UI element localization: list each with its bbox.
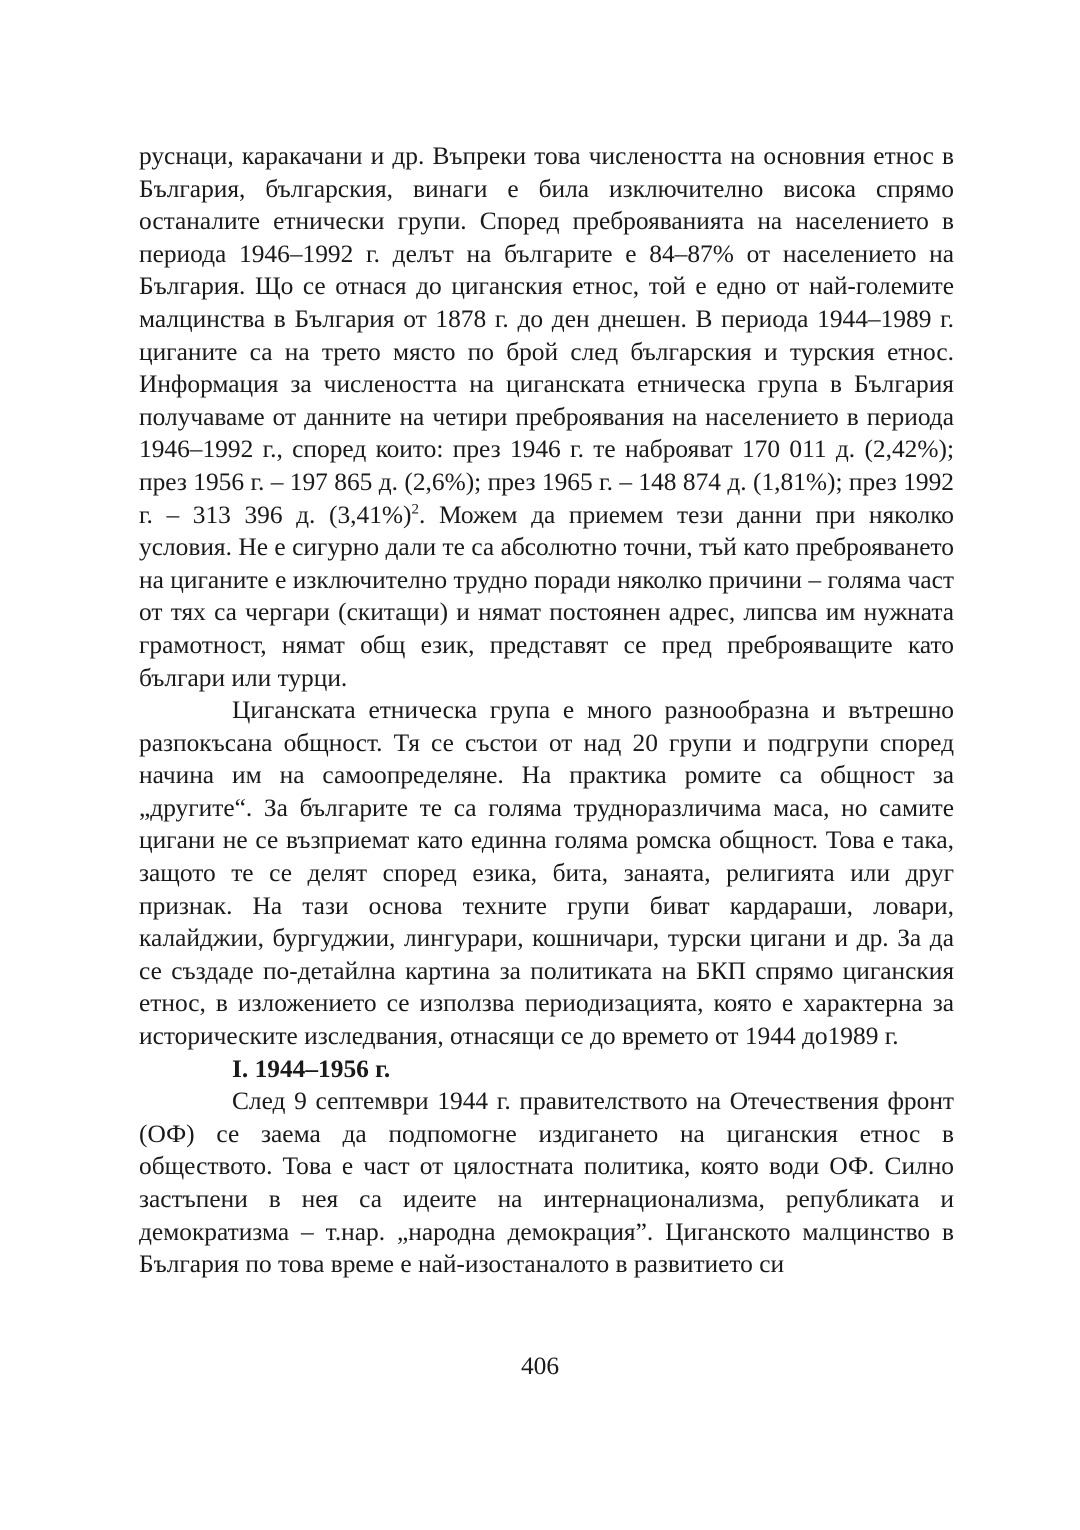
paragraph-2: Циганската етническа група е много разнообразна и вътрешно разпокъсана общност. Тя се състои от над 20 групи и подгрупи според начина им на самоопределяне. На практика ромите са общност за „другите“. За българите те са голяма трудноразличима маса, но самите цигани не се възприемат като единна голяма ромска общност. Това е така, защото те се делят според езика, бита, занаята, религията или друг признак. На тази основа техните групи биват кардараши, ловари, калайджии, бургуджии, лингурари, кошничари, турски цигани и др. За да се създаде по-детайлна картина за политиката на БКП спрямо циганския етнос, в изложението се използва периодизацията, която е характерна за историческите изследвания, отнасящи се до времето от 1944 до1989 г. <box>139 696 954 1051</box>
paragraph-1-text: руснаци, каракачани и др. Въпреки това числеността на основния етнос в България, българския, винаги е била изключително висока спрямо останалите етнически групи. Според преброяванията на населението в периода 1946–1992 г. делът на българите е 84–87% от населението на България. Що се отнася до циганския етнос, той е едно от най-големите малцинства в България от 1878 г. до ден днешен. В периода 1944–1989 г. циганите са на трето място по брой след българския и турския етнос. Информация за числеността на циганската етническа група в България получаваме от данните на четири преброявания на населението в периода 1946–1992 г., според които: през 1946 г. те наброяват 170 011 д. (2,42%); през 1956 г. – 197 865 д. (2,6%); през 1965 г. – 148 874 д. (1,81%); през 1992 г. – 313 396 д. (3,41%) <box>139 142 954 529</box>
footnote-reference[interactable]: 2 <box>411 501 419 518</box>
paragraph-3: След 9 септември 1944 г. правителството на Отечествения фронт (ОФ) се заема да подпомогне издигането на циганския етнос в обществото. Това е част от цялостната политика, която води ОФ. Силно застъпени в нея са идеите на интернационализма, републиката и демократизма – т.нар. „народна демокрация”. Циганското малцинство в България по това време е най-изостаналото в развитието си <box>139 1087 954 1279</box>
section-heading: I. 1944–1956 г. <box>232 1054 391 1083</box>
page-number: 406 <box>520 1352 560 1380</box>
paragraph-1-continuation: . Можем да приемем тези данни при няколко условия. Не е сигурно дали те са абсолютно точни, тъй като преброяването на циганите е изключително трудно поради няколко причини – голяма част от тях са чергари (скитащи) и нямат постоянен адрес, липсва им нужната грамотност, нямат общ език, представят се пред преброяващите като българи или турци. <box>139 500 954 692</box>
paragraph-1 <box>139 140 954 694</box>
page-body <box>139 140 954 1281</box>
